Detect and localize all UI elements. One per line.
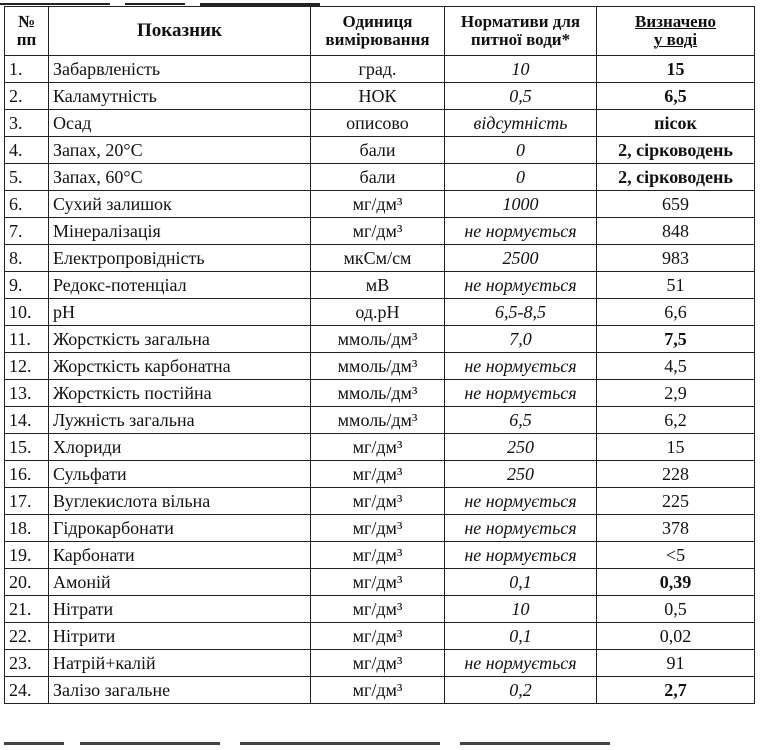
table-row bbox=[5, 596, 755, 623]
header-name bbox=[49, 7, 311, 56]
row-indicator: Запах, 60°С bbox=[49, 164, 311, 191]
row-value: 0,5 bbox=[597, 596, 755, 623]
row-value: 6,5 bbox=[597, 83, 755, 110]
row-number: 7. bbox=[5, 218, 49, 245]
row-value: 6,6 bbox=[597, 299, 755, 326]
row-norm: не нормується bbox=[445, 272, 597, 299]
row-unit: мВ bbox=[311, 272, 445, 299]
row-number: 5. bbox=[5, 164, 49, 191]
row-indicator: Карбонати bbox=[49, 542, 311, 569]
table-row bbox=[5, 461, 755, 488]
row-number: 9. bbox=[5, 272, 49, 299]
row-indicator: Залізо загальне bbox=[49, 677, 311, 704]
row-indicator: Сульфати bbox=[49, 461, 311, 488]
row-norm: 0 bbox=[445, 164, 597, 191]
table-row bbox=[5, 650, 755, 677]
table-row bbox=[5, 83, 755, 110]
table-row bbox=[5, 434, 755, 461]
row-number: 2. bbox=[5, 83, 49, 110]
row-unit: мг/дм³ bbox=[311, 218, 445, 245]
row-norm: відсутність bbox=[445, 110, 597, 137]
row-unit: бали bbox=[311, 164, 445, 191]
header-unit bbox=[311, 7, 445, 56]
table-row bbox=[5, 218, 755, 245]
row-unit: мг/дм³ bbox=[311, 623, 445, 650]
row-norm: не нормується bbox=[445, 488, 597, 515]
row-indicator: Хлориди bbox=[49, 434, 311, 461]
row-number: 6. bbox=[5, 191, 49, 218]
table-row bbox=[5, 407, 755, 434]
row-indicator: рН bbox=[49, 299, 311, 326]
row-value: 2, сірководень bbox=[597, 137, 755, 164]
row-value: 848 bbox=[597, 218, 755, 245]
row-indicator: Електропровідність bbox=[49, 245, 311, 272]
table-row bbox=[5, 542, 755, 569]
row-indicator: Гідрокарбонати bbox=[49, 515, 311, 542]
row-number: 1. bbox=[5, 56, 49, 83]
row-norm: 7,0 bbox=[445, 326, 597, 353]
row-indicator: Вуглекислота вільна bbox=[49, 488, 311, 515]
table-row bbox=[5, 380, 755, 407]
water-analysis-table bbox=[4, 6, 755, 704]
table-row bbox=[5, 488, 755, 515]
row-value: 2,7 bbox=[597, 677, 755, 704]
table-row bbox=[5, 299, 755, 326]
row-indicator: Нітрити bbox=[49, 623, 311, 650]
row-number: 16. bbox=[5, 461, 49, 488]
row-value: 51 bbox=[597, 272, 755, 299]
header-num bbox=[5, 7, 49, 56]
table-body bbox=[5, 56, 755, 704]
row-indicator: Сухий залишок bbox=[49, 191, 311, 218]
table-row bbox=[5, 164, 755, 191]
header-row bbox=[5, 7, 755, 56]
row-unit: од.рН bbox=[311, 299, 445, 326]
row-unit: град. bbox=[311, 56, 445, 83]
row-unit: мг/дм³ bbox=[311, 461, 445, 488]
row-indicator: Нітрати bbox=[49, 596, 311, 623]
table-row bbox=[5, 623, 755, 650]
table-row bbox=[5, 353, 755, 380]
row-norm: 0,1 bbox=[445, 623, 597, 650]
row-number: 10. bbox=[5, 299, 49, 326]
row-norm: 10 bbox=[445, 596, 597, 623]
header-unit-text: Одиниця вимірювання bbox=[325, 12, 430, 49]
row-value: 225 bbox=[597, 488, 755, 515]
table-row bbox=[5, 272, 755, 299]
row-norm: 6,5-8,5 bbox=[445, 299, 597, 326]
row-unit: мг/дм³ bbox=[311, 515, 445, 542]
table-row bbox=[5, 677, 755, 704]
row-value: 0,39 bbox=[597, 569, 755, 596]
row-unit: ммоль/дм³ bbox=[311, 407, 445, 434]
row-value: 2, сірководень bbox=[597, 164, 755, 191]
row-value: 15 bbox=[597, 434, 755, 461]
header-norm bbox=[445, 7, 597, 56]
table-row bbox=[5, 191, 755, 218]
row-indicator: Жорсткість загальна bbox=[49, 326, 311, 353]
row-value: 0,02 bbox=[597, 623, 755, 650]
row-indicator: Мінералізація bbox=[49, 218, 311, 245]
row-norm: 10 bbox=[445, 56, 597, 83]
row-value: пісок bbox=[597, 110, 755, 137]
row-unit: мг/дм³ bbox=[311, 191, 445, 218]
row-indicator: Амоній bbox=[49, 569, 311, 596]
row-number: 24. bbox=[5, 677, 49, 704]
row-number: 17. bbox=[5, 488, 49, 515]
row-value: 228 bbox=[597, 461, 755, 488]
row-number: 15. bbox=[5, 434, 49, 461]
header-value bbox=[597, 7, 755, 56]
row-indicator: Натрій+калій bbox=[49, 650, 311, 677]
row-value: 4,5 bbox=[597, 353, 755, 380]
row-unit: мг/дм³ bbox=[311, 569, 445, 596]
table-row bbox=[5, 110, 755, 137]
row-unit: ммоль/дм³ bbox=[311, 326, 445, 353]
row-indicator: Запах, 20°С bbox=[49, 137, 311, 164]
table-row bbox=[5, 326, 755, 353]
row-unit: мг/дм³ bbox=[311, 434, 445, 461]
row-norm: не нормується bbox=[445, 353, 597, 380]
row-unit: ммоль/дм³ bbox=[311, 353, 445, 380]
row-value: 91 bbox=[597, 650, 755, 677]
row-number: 23. bbox=[5, 650, 49, 677]
row-number: 19. bbox=[5, 542, 49, 569]
row-norm: не нормується bbox=[445, 542, 597, 569]
row-norm: 6,5 bbox=[445, 407, 597, 434]
row-norm: не нормується bbox=[445, 380, 597, 407]
row-norm: 250 bbox=[445, 461, 597, 488]
row-norm: не нормується bbox=[445, 218, 597, 245]
row-number: 4. bbox=[5, 137, 49, 164]
row-number: 3. bbox=[5, 110, 49, 137]
header-norm-text: Нормативи для питної води* bbox=[460, 12, 581, 49]
row-norm: не нормується bbox=[445, 650, 597, 677]
row-number: 18. bbox=[5, 515, 49, 542]
row-indicator: Каламутність bbox=[49, 83, 311, 110]
row-value: 983 bbox=[597, 245, 755, 272]
table-row bbox=[5, 245, 755, 272]
row-unit: ммоль/дм³ bbox=[311, 380, 445, 407]
row-number: 21. bbox=[5, 596, 49, 623]
header-num-text: № пп bbox=[16, 12, 37, 49]
row-value: 7,5 bbox=[597, 326, 755, 353]
row-value: 6,2 bbox=[597, 407, 755, 434]
row-unit: мг/дм³ bbox=[311, 677, 445, 704]
row-unit: мг/дм³ bbox=[311, 488, 445, 515]
row-unit: НОК bbox=[311, 83, 445, 110]
row-number: 11. bbox=[5, 326, 49, 353]
row-norm: 0,2 bbox=[445, 677, 597, 704]
row-unit: мг/дм³ bbox=[311, 542, 445, 569]
row-norm: 0,1 bbox=[445, 569, 597, 596]
table-row bbox=[5, 56, 755, 83]
row-norm: 0,5 bbox=[445, 83, 597, 110]
table-row bbox=[5, 515, 755, 542]
row-norm: 250 bbox=[445, 434, 597, 461]
row-value: 378 bbox=[597, 515, 755, 542]
row-number: 12. bbox=[5, 353, 49, 380]
row-value: 659 bbox=[597, 191, 755, 218]
row-unit: мг/дм³ bbox=[311, 650, 445, 677]
row-number: 14. bbox=[5, 407, 49, 434]
row-unit: описово bbox=[311, 110, 445, 137]
row-number: 22. bbox=[5, 623, 49, 650]
header-name-text: Показник bbox=[137, 20, 222, 41]
row-value: <5 bbox=[597, 542, 755, 569]
cropped-text-below bbox=[0, 742, 769, 750]
row-norm: 2500 bbox=[445, 245, 597, 272]
row-indicator: Забарвленість bbox=[49, 56, 311, 83]
row-norm: не нормується bbox=[445, 515, 597, 542]
header-value-text: Визначено у воді bbox=[634, 12, 716, 49]
table-row bbox=[5, 569, 755, 596]
row-number: 20. bbox=[5, 569, 49, 596]
row-number: 8. bbox=[5, 245, 49, 272]
table-row bbox=[5, 137, 755, 164]
row-unit: мкСм/см bbox=[311, 245, 445, 272]
row-unit: мг/дм³ bbox=[311, 596, 445, 623]
row-value: 2,9 bbox=[597, 380, 755, 407]
row-value: 15 bbox=[597, 56, 755, 83]
row-indicator: Жорсткість постійна bbox=[49, 380, 311, 407]
row-number: 13. bbox=[5, 380, 49, 407]
row-norm: 0 bbox=[445, 137, 597, 164]
row-indicator: Лужність загальна bbox=[49, 407, 311, 434]
row-norm: 1000 bbox=[445, 191, 597, 218]
row-indicator: Редокс-потенціал bbox=[49, 272, 311, 299]
row-unit: бали bbox=[311, 137, 445, 164]
row-indicator: Жорсткість карбонатна bbox=[49, 353, 311, 380]
row-indicator: Осад bbox=[49, 110, 311, 137]
